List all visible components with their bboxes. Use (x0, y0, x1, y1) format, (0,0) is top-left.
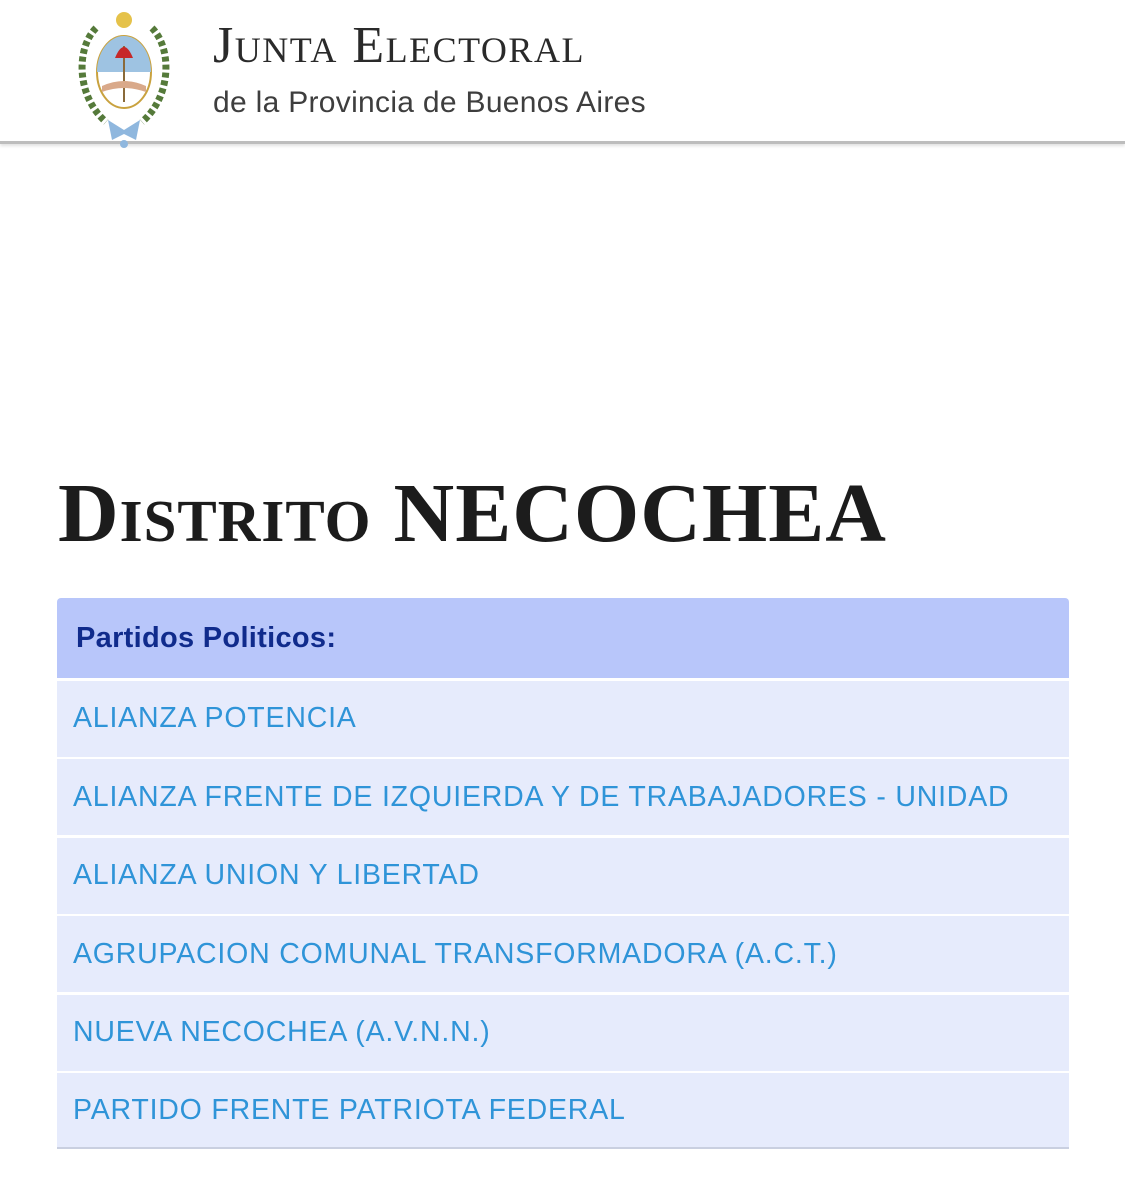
district-title: Distrito NECOCHEA (58, 467, 887, 560)
party-link-agrupacion-comunal-transformadora[interactable]: AGRUPACION COMUNAL TRANSFORMADORA (A.C.T.) (57, 916, 1069, 992)
parties-list-header: Partidos Politicos: (57, 598, 1069, 678)
site-header (0, 0, 1125, 144)
parties-list (57, 598, 1069, 1149)
party-link-alianza-union-y-libertad[interactable]: ALIANZA UNION Y LIBERTAD (57, 838, 1069, 914)
party-link-frente-patriota-federal[interactable]: PARTIDO FRENTE PATRIOTA FEDERAL (57, 1073, 1069, 1149)
site-title[interactable]: Junta Electoral (213, 17, 585, 74)
coat-of-arms-icon[interactable] (74, 6, 174, 154)
party-link-alianza-potencia[interactable]: ALIANZA POTENCIA (57, 681, 1069, 757)
party-link-nueva-necochea[interactable]: NUEVA NECOCHEA (A.V.N.N.) (57, 995, 1069, 1071)
party-link-alianza-fit-unidad[interactable]: ALIANZA FRENTE DE IZQUIERDA Y DE TRABAJADORES - UNIDAD (57, 759, 1069, 835)
site-subtitle: de la Provincia de Buenos Aires (213, 86, 646, 119)
